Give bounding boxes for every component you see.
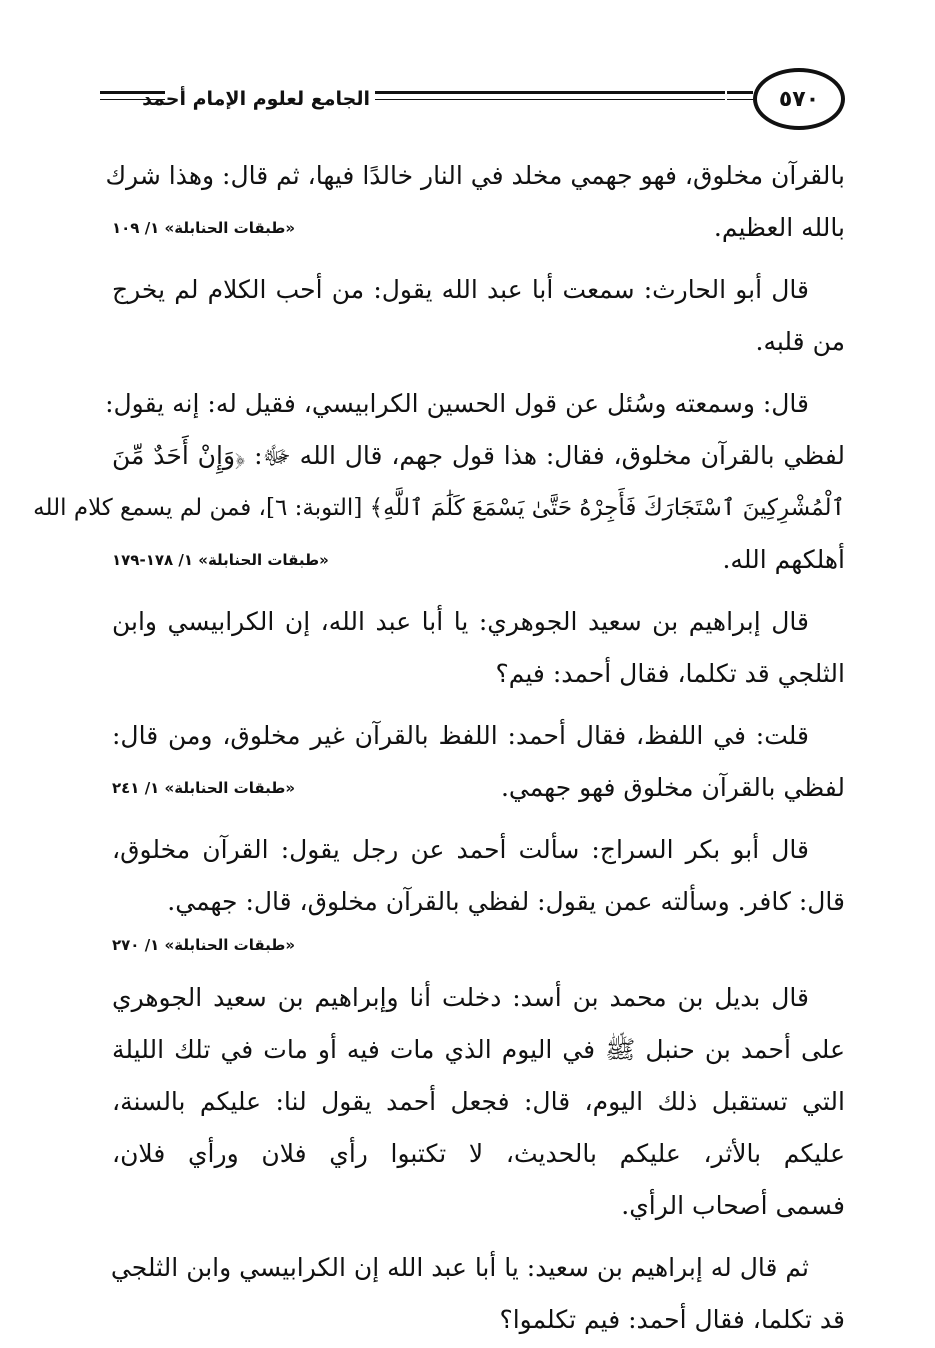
text-line	[112, 534, 845, 586]
text-line: ثم قال له إبراهيم بن سعيد: يا أبا عبد الله إن الكرابيسي وابن الثلجي	[110, 1253, 809, 1282]
header-rule	[727, 91, 753, 94]
text-line: قلت: في اللفظ، فقال أحمد: اللفظ بالقرآن غير مخلوق، ومن قال:	[112, 721, 809, 750]
header-rule	[100, 91, 165, 94]
text-line: قد تكلما، فقال أحمد: فيم تكلموا؟	[499, 1305, 845, 1334]
text-line: قال أبو الحارث: سمعت أبا عبد الله يقول: من أحب الكلام لم يخرج	[112, 275, 809, 304]
text-line: قال أبو بكر السراج: سألت أحمد عن رجل يقول: القرآن مخلوق،	[112, 835, 809, 864]
text-line-content: لفظي بالقرآن مخلوق فهو جهمي.	[500, 773, 845, 802]
source-citation: «طبقات الحنابلة» ١/ ٢٤١	[112, 779, 296, 797]
page-body	[33, 150, 845, 1346]
header-rule	[100, 99, 165, 100]
header-rule	[375, 91, 725, 94]
text-line: بالقرآن مخلوق، فهو جهمي مخلد في النار خالدًا فيها، ثم قال: وهذا شرك	[105, 161, 845, 190]
header-rule	[375, 99, 725, 100]
text-line: قال: وسمعته وسُئل عن قول الحسين الكرابيسي، فقيل له: إنه يقول:	[105, 389, 809, 418]
text-line: قال إبراهيم بن سعيد الجوهري: يا أبا عبد الله، إن الكرابيسي وابن	[112, 607, 809, 636]
text-line	[112, 202, 845, 254]
text-line: من قلبه.	[755, 327, 845, 356]
text-line	[112, 762, 845, 814]
header-title: الجامع لعلوم الإمام أحمد	[142, 88, 370, 110]
text-line: عليكم بالأثر، عليكم بالحديث، لا تكتبوا رأي فلان ورأي فلان،	[112, 1139, 845, 1168]
source-citation: «طبقات الحنابلة» ١/ ١٧٨-١٧٩	[112, 551, 329, 569]
source-citation: «طبقات الحنابلة» ١/ ٢٧٠	[112, 936, 296, 954]
text-line: التي تستقبل ذلك اليوم، قال: فجعل أحمد يقول لنا: عليكم بالسنة،	[112, 1087, 845, 1116]
header-rule	[727, 99, 753, 100]
citation-line	[112, 928, 845, 962]
text-line: على أحمد بن حنبل ﷺ في اليوم الذي مات فيه أو مات في تلك الليلة	[112, 1035, 845, 1064]
text-line: قال: كافر. وسألته عمن يقول: لفظي بالقرآن مخلوق، قال: جهمي.	[167, 887, 845, 916]
page-header	[100, 62, 845, 142]
text-line: فسمى أصحاب الرأي.	[621, 1191, 845, 1220]
text-line-content: بالله العظيم.	[713, 213, 845, 242]
text-line: الثلجي قد تكلما، فقال أحمد: فيم؟	[495, 659, 845, 688]
source-citation: «طبقات الحنابلة» ١/ ١٠٩	[112, 219, 296, 237]
text-line: لفظي بالقرآن مخلوق، فقال: هذا قول جهم، قال الله ﷻ: ﴿وَإِنْ أَحَدٌ مِّنَ	[112, 441, 845, 470]
quran-verse-line: ٱلْمُشْرِكِينَ ٱسْتَجَارَكَ فَأَجِرْهُ حَتَّىٰ يَسْمَعَ كَلَٰمَ ٱللَّهِ﴾ [التوبة: ٦]، فمن لم يسمع كلام الله	[33, 495, 845, 521]
text-line: قال بديل بن محمد بن أسد: دخلت أنا وإبراهيم بن سعيد الجوهري	[112, 983, 809, 1012]
text-line-content: أهلكهم الله.	[722, 545, 845, 574]
page-number: ٥٧٠	[753, 68, 845, 130]
